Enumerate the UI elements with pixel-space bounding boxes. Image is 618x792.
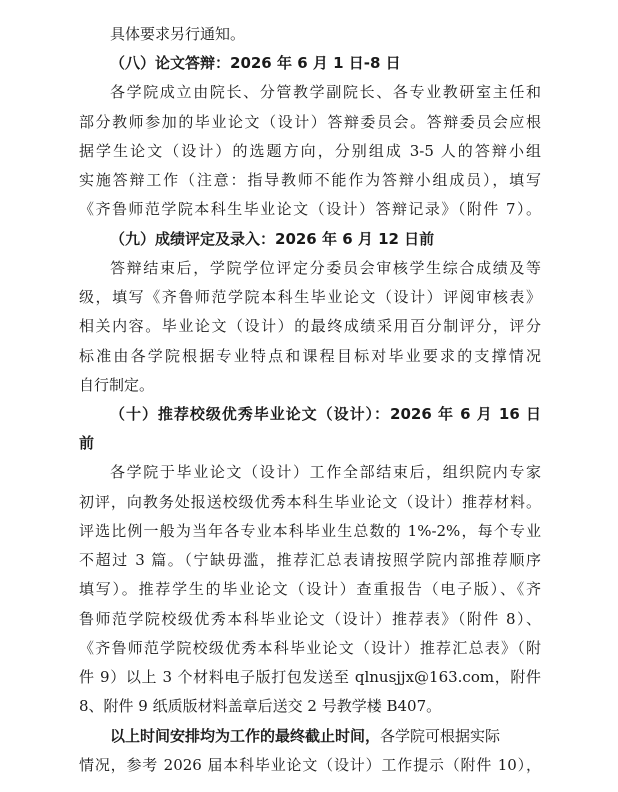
text-line: 各学院成立由院长、分管教学副院长、各专业教研室主任和 [110, 83, 541, 102]
text-line: 初评，向教务处报送校级优秀本科生毕业论文（设计）推荐材料。 [79, 492, 541, 511]
text-line: 各学院于毕业论文（设计）工作全部结束后，组织院内专家 [110, 463, 541, 482]
text-line: 级，填写《齐鲁师范学院本科生毕业论文（设计）评阅审核表》 [79, 288, 541, 307]
text-line: 评选比例一般为当年各专业本科毕业生总数的 1%-2%，每个专业 [79, 521, 541, 540]
text-line: 不超过 3 篇。（宁缺毋滥，推荐汇总表请按照学院内部推荐顺序 [79, 551, 541, 570]
emphasis-line-rest: 各学院可根据实际 [380, 726, 501, 745]
text-line: 鲁师范学院校级优秀本科毕业论文（设计）推荐表》（附件 8）、 [79, 609, 541, 628]
text-line: 《齐鲁师范学院校级优秀本科毕业论文（设计）推荐汇总表》（附 [79, 638, 541, 657]
text-line: 具体要求另行通知。 [110, 25, 246, 43]
text-line: 件 9）以上 3 个材料电子版打包发送至 qlnusjjx@163.com，附件 [79, 668, 541, 687]
section-heading-defense: （八）论文答辩：2026 年 6 月 1 日-8 日 [110, 54, 401, 73]
emphasis-line [110, 722, 541, 751]
text-line: 实施答辩工作（注意：指导教师不能作为答辩小组成员），填写 [79, 171, 541, 190]
section-heading-recommend: （十）推荐校级优秀毕业论文（设计）：2026 年 6 月 16 日 [110, 405, 541, 423]
text-line: 相关内容。毕业论文（设计）的最终成绩采用百分制评分，评分 [79, 317, 541, 336]
text-line: 据学生论文（设计）的选题方向，分别组成 3-5 人的答辩小组 [79, 141, 541, 160]
text-line: 《齐鲁师范学院本科生毕业论文（设计）答辩记录》（附件 7）。 [79, 200, 541, 219]
text-line: 8、附件 9 纸质版材料盖章后送交 2 号教学楼 B407。 [79, 697, 442, 716]
section-heading-recommend-cont: 前 [79, 434, 95, 453]
section-heading-grading: （九）成绩评定及录入：2026 年 6 月 12 日前 [110, 229, 435, 248]
text-line: 部分教师参加的毕业论文（设计）答辩委员会。答辩委员会应根 [79, 112, 541, 131]
text-line: 答辩结束后，学院学位评定分委员会审核学生综合成绩及等 [110, 258, 541, 277]
text-line: 标准由各学院根据专业特点和课程目标对毕业要求的支撑情况 [79, 346, 541, 365]
text-line: 填写）。推荐学生的毕业论文（设计）查重报告（电子版）、《齐 [79, 580, 541, 599]
deadline-emphasis: 以上时间安排均为工作的最终截止时间， [110, 726, 381, 745]
text-line: 自行制定。 [79, 375, 155, 394]
text-line: 情况，参考 2026 届本科毕业论文（设计）工作提示（附件 10）， [79, 755, 541, 774]
